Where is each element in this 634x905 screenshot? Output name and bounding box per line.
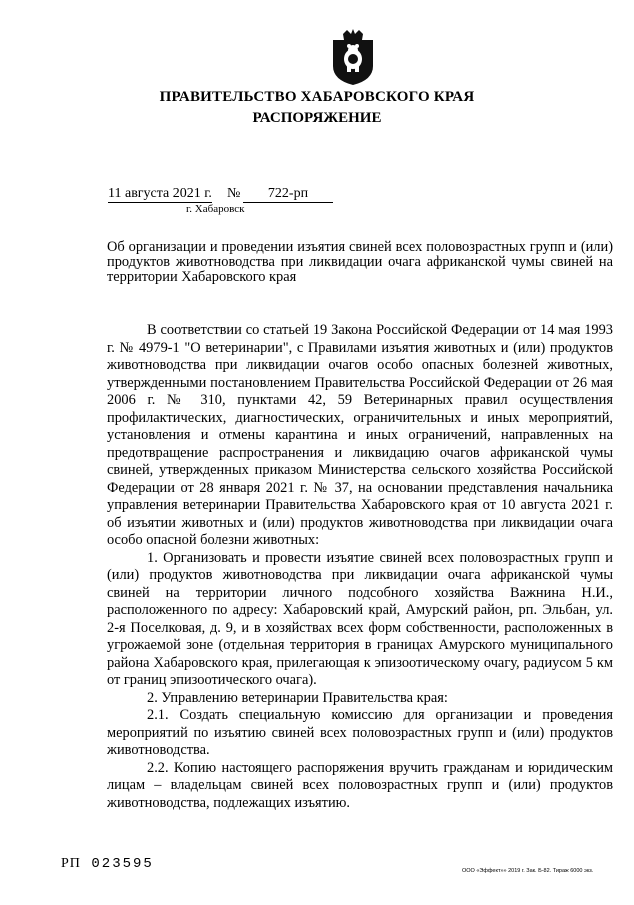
document-date-number bbox=[108, 186, 333, 204]
clause-1-paragraph: 1. Организовать и провести изъятие свиней всех половозрастных групп и (или) продуктов животноводства при ликвидации очага африканской чумы свиней на территории личного подсобного хозяйства Важнина Н.И., расположенного по адресу: Хабаровский край, Амурский район, рп. Эльбан, ул. 2-я Поселковая, д. 9, и в хозяйствах всех форм собственности, расположенных в угрожаемой зоне (отдельная территория в границах Амурского муниципального района Хабаровского края, прилегающая к эпизоотическому очагу, радиусом 5 км от границ эпизоотического очага). bbox=[107, 549, 613, 688]
preamble-paragraph: В соответствии со статьей 19 Закона Российской Федерации от 14 мая 1993 г. № 4979-1 "О ветеринарии", с Правилами изъятия животных и (или) продуктов животноводства при ликвидации очагов особо опасных болезней животных, утвержденными постановлением Правительства Российской Федерации от 26 мая 2006 г. № 310, пунктами 42, 59 Ветеринарных правил осуществления профилактических, диагностических, ограничительных и иных мероприятий, установления и отмены карантина и иных ограничений, направленных на предотвращение распространения и ликвидацию очагов африканской чумы свиней, утвержденных приказом Министерства сельского хозяйства Российской Федерации от 28 января 2021 г. № 37, на основании представления начальника управления ветеринарии Правительства Хабаровского края от 10 августа 2021 г. об изъятии животных и (или) продуктов животноводства при ликвидации очага особо опасной болезни животных: bbox=[107, 322, 613, 548]
number-sign: № bbox=[227, 186, 241, 201]
document-city: г. Хабаровск bbox=[186, 203, 245, 215]
document-body bbox=[107, 322, 613, 812]
coat-of-arms-emblem bbox=[329, 26, 377, 86]
clause-2-paragraph: 2. Управлению ветеринарии Правительства края: bbox=[147, 689, 448, 706]
organization-title: ПРАВИТЕЛЬСТВО ХАБАРОВСКОГО КРАЯ bbox=[159, 89, 475, 105]
form-serial-number: 023595 bbox=[91, 856, 154, 872]
form-series: РП bbox=[61, 856, 81, 871]
document-type-title: РАСПОРЯЖЕНИЕ bbox=[252, 110, 382, 126]
clause-2-2-paragraph: 2.2. Копию настоящего распоряжения вручить гражданам и юридическим лицам – владельцам свиней всех половозрастных групп и (или) продуктов животноводства, подлежащих изъятию. bbox=[107, 759, 613, 811]
document-subject: Об организации и проведении изъятия свиней всех половозрастных групп и (или) продуктов животноводства при ликвидации очага африканской чумы свиней на территории Хабаровского края bbox=[107, 239, 613, 285]
document-number: 722-рп bbox=[243, 186, 333, 203]
printer-imprint: ООО «Эффект»» 2019 г. Зак. Б-82. Тираж 6000 экз. bbox=[462, 868, 594, 874]
clause-2-1-paragraph: 2.1. Создать специальную комиссию для организации и проведения мероприятий по изъятию свиней всех половозрастных групп и (или) продуктов животноводства. bbox=[107, 707, 613, 758]
document-date: 11 августа 2021 г. bbox=[108, 186, 212, 201]
form-serial bbox=[61, 856, 154, 872]
